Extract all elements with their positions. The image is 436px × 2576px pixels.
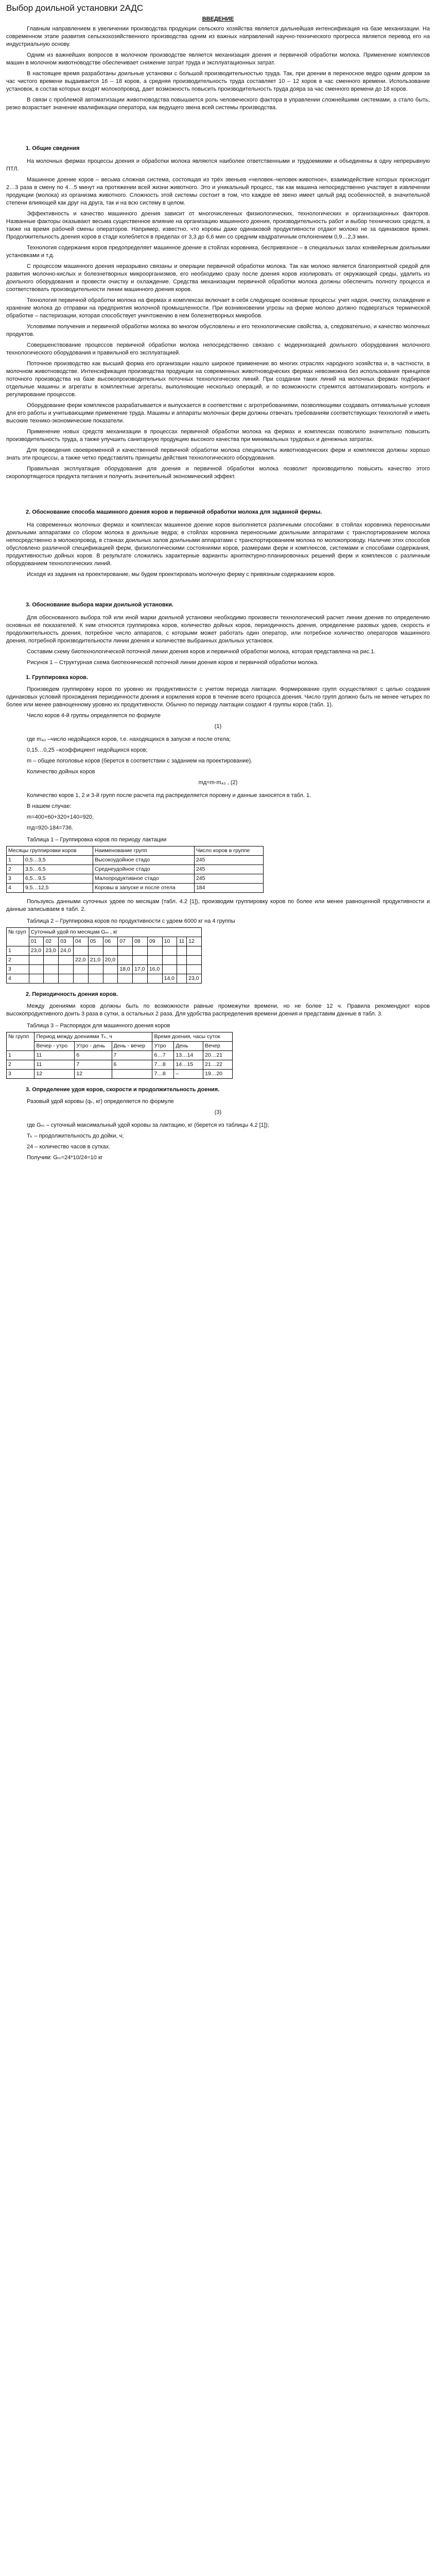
s1-paragraph: Поточное производство как высший форма его организации нашло широкое применение во многих отраслях народного хозяйства и, в частности, в молочном животноводстве. Интенсификация производства продукции на современных животноводческих фермах невозможна без использования принципов поточного производства на базе высокопроизводительных поточных технологических линий. При создании таких линий на молочных фермах подбирают отдельные машины и агрегаты в комплектные агрегаты, выполняющие несколько операций, и по возможности стремятся автоматизировать контроль и регулирование процессов. <box>6 361 430 398</box>
table-cell <box>29 965 44 974</box>
table-cell <box>59 965 74 974</box>
table-header-row <box>7 928 202 937</box>
month-header-cell: 06 <box>103 937 118 946</box>
s1-paragraph: Оборудование ферм комплексов разрабатывается и выпускается в соответствии с агротребованиями, позволяющими создавать оптимальные условия для его работы и учитывающими применение труда. Машины и аппараты молочных ферм должны отвечать требованиям соответствующих технологий и иметь высокие технико-экономические показатели. <box>6 402 430 424</box>
intro-paragraph: В связи с проблемой автоматизации животноводства повышается роль человеческого фактора в управлении сложнейшими системами, а стало быть, резко возрастает значение квалификации оператора, как ведущего звена всей системы производства. <box>6 97 430 111</box>
table-cell: 3 <box>7 874 24 884</box>
s1-paragraph: С процессом машинного доения неразрывно связаны и операции первичной обработки молока. Так как молоко является благоприятной средой для развития молочно-кислых и болезнетворных микроорганизмов, его необходимо сразу после доения коров изолировать от окружающей среды, удалить из доильного оборудования и провести очистку и охлаждение. Средства механизации первичной обработки молока должны обеспечить полноту процесса и соответствовать производительности линии машинного доения коров. <box>6 263 430 293</box>
table-subheader-cell: День - вечер <box>112 1042 152 1051</box>
table-cell: 12 <box>34 1070 75 1079</box>
s31-paragraph-2: Пользуясь данными суточных удоев по месяцам (табл. 4.2 [1]), производим группировку коров по более или менее равноценной продуктивности и данные записываем в табл. 2. <box>6 899 430 912</box>
table-cell: 3 <box>7 1070 34 1079</box>
document-title: Выбор доильной установки 2АДС <box>6 3 144 13</box>
table-cell <box>177 974 187 984</box>
table-cell: 4 <box>7 884 24 893</box>
s1-paragraph: Технология содержания коров предопределяет машинное доение в стойлах коровника, беспривязное – в специальных залах конвейерным доильными установками и т.д. <box>6 245 430 259</box>
legend-line: m – общее поголовье коров (берется в соответствии с заданием на проектирование). <box>27 758 253 764</box>
table-cell: 12 <box>75 1070 112 1079</box>
section-2-heading: 2. Обоснование способа машинного доения коров и первичной обработки молока для заданной фермы. <box>26 509 322 515</box>
table-cell: Высокоудойное стадо <box>93 856 195 865</box>
table-header-cell: Суточный удой по месяцам Gₘ , кг <box>29 928 201 937</box>
formula-2: mд=m-m₄₀ , (2) <box>198 779 238 786</box>
table-cell <box>29 956 44 965</box>
table-cell <box>112 1070 152 1079</box>
formula-3-number: (3) <box>214 1109 222 1115</box>
table-cell <box>162 956 177 965</box>
s1-paragraph: Для проведения своевременной и качественной первичной обработки молока специалисты животноводческих ферм и комплексов должны хорошо знать эти процессы, а также четко представлять принципы действия технологического оборудования. <box>6 447 430 461</box>
table-cell <box>162 946 177 956</box>
legend-line: где Gₘ – суточный максимальный удой коровы за лактацию, кг (берется из таблицы 4.2 [1]); <box>27 1122 269 1128</box>
count-label: Количество дойных коров <box>27 769 95 775</box>
table-row <box>7 946 202 956</box>
s1-paragraph: Применение новых средств механизации в процессах первичной обработки молока на фермах и комплексах позволило значительно повысить производительность труда, а также улучшить санитарную продукцию высокого качества при минимальных трудовых и денежных затратах. <box>6 429 430 443</box>
table-cell <box>147 956 162 965</box>
table-row <box>7 865 264 874</box>
table-cell <box>147 946 162 956</box>
s1-paragraph: Условиями получения и первичной обработки молока во многом обусловлены и его технологические свойства, а, следовательно, и качество молочных продуктов. <box>6 324 430 337</box>
table-cell: 13…14 <box>174 1051 203 1060</box>
table-subheader-row <box>7 1042 233 1051</box>
table-cell: 245 <box>194 865 263 874</box>
table-subheader-cell: Вечер <box>203 1042 233 1051</box>
table-subheader-cell: Утро - день <box>75 1042 112 1051</box>
table-cell: 11 <box>34 1051 75 1060</box>
table-cell <box>88 946 103 956</box>
table-cell <box>187 946 202 956</box>
s32-paragraph: Между доениями коров должны быть по возможности равные промежутки времени, но не более 12 ч. Правила рекомендуют коров высокопродуктивного доить 3 раза в сутки, а остальных 2 раза. Для удобства распределения времени доения и представим данные в табл. 3. <box>6 1003 430 1017</box>
table-cell: 21,0 <box>88 956 103 965</box>
table-cell: 6 <box>75 1051 112 1060</box>
section-1 <box>6 158 430 481</box>
s2-paragraph: Исходя из задания на проектирование, мы будем проектировать молочную ферму с привязным содержанием коров. <box>27 571 336 578</box>
table-cell: 7…8 <box>152 1060 174 1070</box>
table-row <box>7 1051 233 1060</box>
table-cell: 9,5…12,5 <box>23 884 93 893</box>
table-header-cell: № груп <box>7 928 29 946</box>
table-cell <box>177 946 187 956</box>
month-header-cell: 05 <box>88 937 103 946</box>
table-cell: 245 <box>194 856 263 865</box>
table-cell <box>118 974 133 984</box>
table-cell <box>133 956 148 965</box>
table-cell <box>88 974 103 984</box>
s1-paragraph: Эффективность и качество машинного доения зависит от многочисленных физиологических, технологических и организационных факторов. Названные факторы оказывают весьма существенное влияние на организацию машинного доения, производительность работ и выбор технических средств, а также на время рабочей смены операторов. Например, известно, что коровы даже одинаковой продуктивности отдают молоко не за одинаковое время. Продолжительность доения коров в стаде колеблется в пределах от 3,3 до 6,6 мин со средним квадратичным отклонением 0,9…2,3 мин. <box>6 211 430 240</box>
month-header-cell: 02 <box>44 937 59 946</box>
table-cell: Среднеудойное стадо <box>93 865 195 874</box>
section-1-heading: 1. Общие сведения <box>26 145 80 151</box>
s31-paragraph: Произведем группировку коров по уровню их продуктивности с учетом периода лактации. Формирование групп осуществляют с целью создания одинаковых условий прохождения периодичности доения и кормления коров в течение всего процесса доения. Число групп должно быть не менее четырех по более или менее равноценному уровню их продуктивности. Обычно по периоду лактации создают 4 группы коров (табл. 1). <box>6 686 430 708</box>
s1-paragraph: Технология первичной обработки молока на фермах и комплексах включает в себя следующие основные процессы: учет надоя, очистку, охлаждение и хранение молока до отправки на предприятия молочной промышленности. При возникновении угрозы на ферме молоко должно подвергаться термической обработке – пастеризации, которая способствует уничтожению в нем болезнетворных микробов. <box>6 297 430 319</box>
intro-paragraph: В настоящее время разработаны доильные установки с большой производительностью труда. Так, при доении в переносное ведро одним дояром за час чистого времени выдаивается 16 – 18 коров, а средняя производительность труда составляет 10 – 12 коров в час сменного времени. Использование установок, в состав которых входят молокопровод, дает возможность повысить производительность труда дояра за час сменного времени до 18 коров. <box>6 71 430 92</box>
month-header-cell: 08 <box>133 937 148 946</box>
table-cell <box>177 956 187 965</box>
table-cell: 2 <box>7 865 24 874</box>
s1-paragraph: Совершенствование процессов первичной обработки молока непосредственно связано с модернизацией доильного оборудования молочного технологического оборудования и правильной его эксплуатацией. <box>6 342 430 356</box>
table-cell <box>44 965 59 974</box>
table-cell: 19…20 <box>203 1070 233 1079</box>
figure-caption: Рисунок 1 – Структурная схема биотехнической поточной линии доения коров и первичной обработки молока. <box>27 659 319 666</box>
table-cell <box>103 965 118 974</box>
table-header-cell: Число коров в группе <box>194 846 263 856</box>
table-cell: 22,0 <box>73 956 88 965</box>
legend-line: 0,15…0,25 –коэффициент недойщихся коров; <box>27 747 148 753</box>
table-cell <box>29 974 44 984</box>
legend-line: где m₄₀ –число недойщихся коров, т.е. находящихся в запуске и после отела; <box>27 736 231 742</box>
legend-line: Получим: Gₘ=24*10/24=10 кг <box>27 1155 103 1161</box>
table-cell: 23,0 <box>187 974 202 984</box>
table-header-cell: Месяцы группировки коров <box>7 846 93 856</box>
table-cell: 184 <box>194 884 263 893</box>
table-cell <box>187 965 202 974</box>
table-cell: 6,5…9,5 <box>23 874 93 884</box>
table-cell: 3,5…6,5 <box>23 865 93 874</box>
table-cell <box>103 946 118 956</box>
table-cell: 7 <box>75 1060 112 1070</box>
table-cell: 7 <box>112 1051 152 1060</box>
table-cell <box>187 956 202 965</box>
table-cell <box>118 946 133 956</box>
table-row <box>7 874 264 884</box>
intro-paragraph: Одним из важнейших вопросов в молочном производстве является механизация доения и первичной обработки молока. Применение комплексов машин в молочном животноводстве обеспечивает снижение затрат труда и эксплуатационных затрат. <box>6 52 430 66</box>
month-header-cell: 09 <box>147 937 162 946</box>
formula-1-number: (1) <box>214 723 222 730</box>
table-header-cell: Период между доениями Tₖ, ч <box>34 1032 152 1042</box>
table-cell: 6 <box>112 1060 152 1070</box>
table-subheader-cell: День <box>174 1042 203 1051</box>
formula-2-note: Количество коров 1, 2 и 3-й групп после расчета mд распределяется поровну и данные заносятся в табл. 1. <box>27 792 311 799</box>
table-row <box>7 1060 233 1070</box>
month-header-cell: 03 <box>59 937 74 946</box>
month-header-cell: 10 <box>162 937 177 946</box>
table-cell: 1 <box>7 856 24 865</box>
section-3-1 <box>6 686 430 984</box>
table-subheader-cell: Вечер - утро <box>34 1042 75 1051</box>
section-3-1-heading: 1. Группировка коров. <box>26 674 89 681</box>
s1-paragraph: На молочных фермах процессы доения и обработки молока являются наиболее ответственными и трудоемкими и объединены в одну непрерывную ПТЛ. <box>6 158 430 172</box>
table-cell: 245 <box>194 874 263 884</box>
table-cell <box>88 965 103 974</box>
table-cell: 17,0 <box>133 965 148 974</box>
month-header-cell: 07 <box>118 937 133 946</box>
table-cell: 23,0 <box>29 946 44 956</box>
table-cell <box>44 956 59 965</box>
table-3-caption: Таблица 3 – Распорядок для машинного доения коров <box>27 1023 170 1029</box>
table-cell: Малопродуктивное стадо <box>93 874 195 884</box>
table-subheader-cell: Утро <box>152 1042 174 1051</box>
s2-paragraph: На современных молочных фермах и комплексах машинное доение коров выполняется различными способами: в стойлах коровника переносными доильными аппаратами со сбором молока в доильные ведра; в стойлах коровника переносными доильными аппаратами с транспортированием молока непосредственно в молокопровод, в станках доильных залов доильными аппаратами с транспортированием молока по молокопроводу. Наличие этих способов обусловлено различной спецификацией ферм, физиологическими состояниями коров, размерами ферм и комплексов, системами и способами содержания, продуктивностью дойных коров. В результате сложились характерные варианты архитектурно-планировочных решений ферм и комплексов с различным оборудованием технологических линий. <box>6 522 430 567</box>
legend-line: Tₖ – продолжительность до дойки, ч; <box>27 1133 124 1139</box>
month-header-cell: 01 <box>29 937 44 946</box>
document-page <box>0 0 436 1162</box>
table-header-row <box>7 846 264 856</box>
table-cell: 14…15 <box>174 1060 203 1070</box>
intro-paragraph: Главным направлением в увеличении производства продукции сельского хозяйства является дальнейшая интенсификация на базе механизации. На современном этапе развития сельскохозяйственного производства одним из важных направлений научно-технического прогресса является перевод его на индустриальную основу. <box>6 26 430 47</box>
month-header-cell: 12 <box>187 937 202 946</box>
table-cell <box>59 956 74 965</box>
table-cell: 1 <box>7 946 29 956</box>
month-header-cell: 04 <box>73 937 88 946</box>
table-row <box>7 884 264 893</box>
case-value: m=400+60+320+140=920, <box>27 814 94 820</box>
table-cell <box>177 965 187 974</box>
table-2-caption: Таблица 2 – Группировка коров по продуктивности с удоем 6000 кг на 4 группы <box>27 918 235 924</box>
table-1-caption: Таблица 1 – Группировка коров по периоду лактации <box>27 837 167 843</box>
table-3 <box>6 1032 233 1079</box>
table-cell: 1 <box>7 1051 34 1060</box>
table-row <box>7 1070 233 1079</box>
table-cell: 18,0 <box>118 965 133 974</box>
section-3-2 <box>6 1003 430 1079</box>
s1-paragraph: Правильная эксплуатация оборудования для доения и первичной обработки молока позволит производителю повысить качество этого скоропортящегося продукта питания и получить значительный экономический эффект. <box>6 466 430 480</box>
case-value: mд=920-184=736. <box>27 825 74 831</box>
section-3-2-heading: 2. Периодичность доения коров. <box>26 991 118 997</box>
intro-heading: ВВЕДЕНИЕ <box>202 16 234 22</box>
table-cell <box>73 946 88 956</box>
section-3-3 <box>6 1098 430 1162</box>
table-cell: 7…8 <box>152 1070 174 1079</box>
table-cell: 20,0 <box>103 956 118 965</box>
table-cell: 3 <box>7 965 29 974</box>
table-cell <box>133 974 148 984</box>
table-subheader-row <box>7 937 202 946</box>
section-3-3-heading: 3. Определение удоя коров, скорости и продолжительность доения. <box>26 1087 220 1093</box>
section-3 <box>6 614 430 667</box>
table-cell: 23,0 <box>44 946 59 956</box>
table-cell: 20…21 <box>203 1051 233 1060</box>
table-cell: 14,0 <box>162 974 177 984</box>
table-cell: 0,5…3,5 <box>23 856 93 865</box>
table-cell <box>44 974 59 984</box>
table-cell: 16,0 <box>147 965 162 974</box>
case-label: В нашем случае: <box>27 803 72 809</box>
table-cell <box>103 974 118 984</box>
table-cell <box>162 965 177 974</box>
table-cell: 2 <box>7 1060 34 1070</box>
table-header-cell: Наименование групп <box>93 846 195 856</box>
calc-intro: Число коров 4-й группы определяется по формуле <box>27 713 161 719</box>
legend-line: 24 – количество часов в сутках. <box>27 1144 111 1150</box>
table-cell: 6…7 <box>152 1051 174 1060</box>
table-cell: 24,0 <box>59 946 74 956</box>
table-cell <box>133 946 148 956</box>
table-cell: – <box>174 1070 203 1079</box>
table-cell: 2 <box>7 956 29 965</box>
table-cell: Коровы в запуске и после отела <box>93 884 195 893</box>
month-header-cell: 11 <box>177 937 187 946</box>
table-cell <box>59 974 74 984</box>
s3-paragraph: Для обоснованного выбора той или иной марки доильной установки необходимо произвести технологический расчет линии доения по определению основных её показателей. К ним относятся группировка коров, количество дойных коров, периодичность доения, определение разовых удоев, скорость и продолжительность доения, потребное число аппаратов, с которыми может работать один оператор, или потребное количество операторов машинного доения, потребной производительности линии доения и количестве выбранных доильных установок. <box>6 615 430 644</box>
table-cell: 4 <box>7 974 29 984</box>
s1-paragraph: Машинное доение коров – весьма сложная система, состоящая из трёх звеньев «человек–человек-животное», взаимодействие которых происходит 2…3 раза в смену по 4…5 минут на протяжении всей жизни животного. Это и уникальный процесс, так как машина непосредственно участвует в извлечении продукции (молока) из организма животного. Сложность этой системы состоит в том, что каждое её звено имеет целый ряд особенностей, в значительной степени влияющей как друг на друга, так и на всю систему в целом. <box>6 177 430 206</box>
section-3-heading: 3. Обоснование выбора марки доильной установки. <box>26 602 173 608</box>
table-row <box>7 956 202 965</box>
table-row <box>7 974 202 984</box>
s3-paragraph: Составим схему биотехнологической поточной линии доения коров и первичной обработки молока, которая представлена на рис.1. <box>27 649 376 655</box>
table-cell <box>73 965 88 974</box>
table-cell <box>147 974 162 984</box>
table-2 <box>6 927 202 984</box>
table-header-row <box>7 1032 233 1042</box>
table-header-cell: Время доения, часы суток <box>152 1032 233 1042</box>
table-cell <box>118 956 133 965</box>
table-cell <box>73 974 88 984</box>
table-cell: 11 <box>34 1060 75 1070</box>
intro-section <box>6 25 430 112</box>
table-row <box>7 965 202 974</box>
section-2 <box>6 521 430 579</box>
table-row <box>7 856 264 865</box>
s33-paragraph: Разовый удой коровы (qₖ, кг) определяется по формуле <box>27 1098 174 1105</box>
table-header-cell: № групп <box>7 1032 34 1051</box>
table-1 <box>6 846 264 893</box>
table-cell: 21…22 <box>203 1060 233 1070</box>
